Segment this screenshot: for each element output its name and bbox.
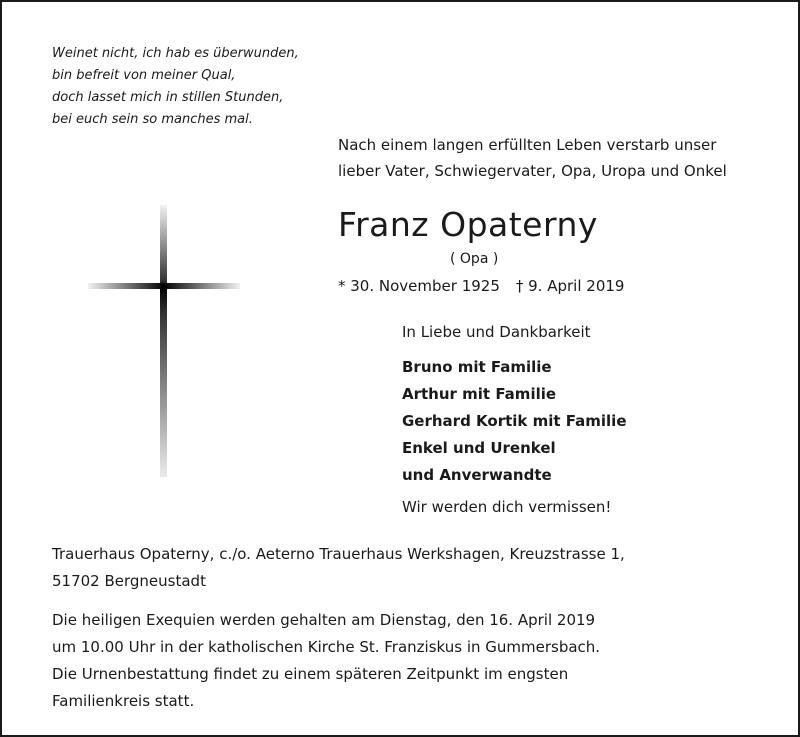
poem-line: bei euch sein so manches mal.	[52, 112, 253, 127]
funeral-service-info	[52, 607, 600, 715]
poem-line: bin befreit von meiner Qual,	[52, 68, 236, 83]
service-line: Familienkreis statt.	[52, 692, 195, 710]
mourner-item: Gerhard Kortik mit Familie	[402, 412, 627, 430]
deceased-nickname: ( Opa )	[450, 251, 499, 267]
poem-line: doch lasset mich in stillen Stunden,	[52, 90, 284, 105]
intro-line: Nach einem langen erfüllten Leben verstarb unser	[338, 136, 717, 154]
mourner-item: und Anverwandte	[402, 466, 552, 484]
intro-line: lieber Vater, Schwiegervater, Opa, Uropa und Onkel	[338, 162, 727, 180]
service-line: um 10.00 Uhr in der katholischen Kirche St. Franziskus in Gummersbach.	[52, 638, 601, 656]
service-line: Die heiligen Exequien werden gehalten am Dienstag, den 16. April 2019	[52, 611, 596, 629]
deceased-name: Franz Opaterny	[338, 205, 598, 244]
birth-date: * 30. November 1925	[338, 277, 500, 295]
gratitude-line: In Liebe und Dankbarkeit	[402, 323, 591, 341]
mourning-house-address	[52, 541, 625, 595]
address-line: 51702 Bergneustadt	[52, 572, 206, 590]
mourner-item: Arthur mit Familie	[402, 385, 557, 403]
cross-horizontal-beam	[88, 283, 240, 289]
cross-vertical-beam	[160, 205, 167, 477]
service-line: Die Urnenbestattung findet zu einem späteren Zeitpunkt im engsten	[52, 665, 569, 683]
mourners-list	[402, 354, 627, 489]
mourner-item: Bruno mit Familie	[402, 358, 552, 376]
farewell-line: Wir werden dich vermissen!	[402, 498, 612, 516]
mourner-item: Enkel und Urenkel	[402, 439, 556, 457]
memorial-poem	[52, 43, 299, 131]
death-date: † 9. April 2019	[515, 277, 625, 295]
intro-text	[338, 132, 727, 184]
poem-line: Weinet nicht, ich hab es überwunden,	[52, 46, 299, 61]
address-line: Trauerhaus Opaterny, c./o. Aeterno Trauerhaus Werkshagen, Kreuzstrasse 1,	[52, 545, 625, 563]
cross-icon	[88, 205, 240, 477]
life-dates	[338, 275, 624, 297]
